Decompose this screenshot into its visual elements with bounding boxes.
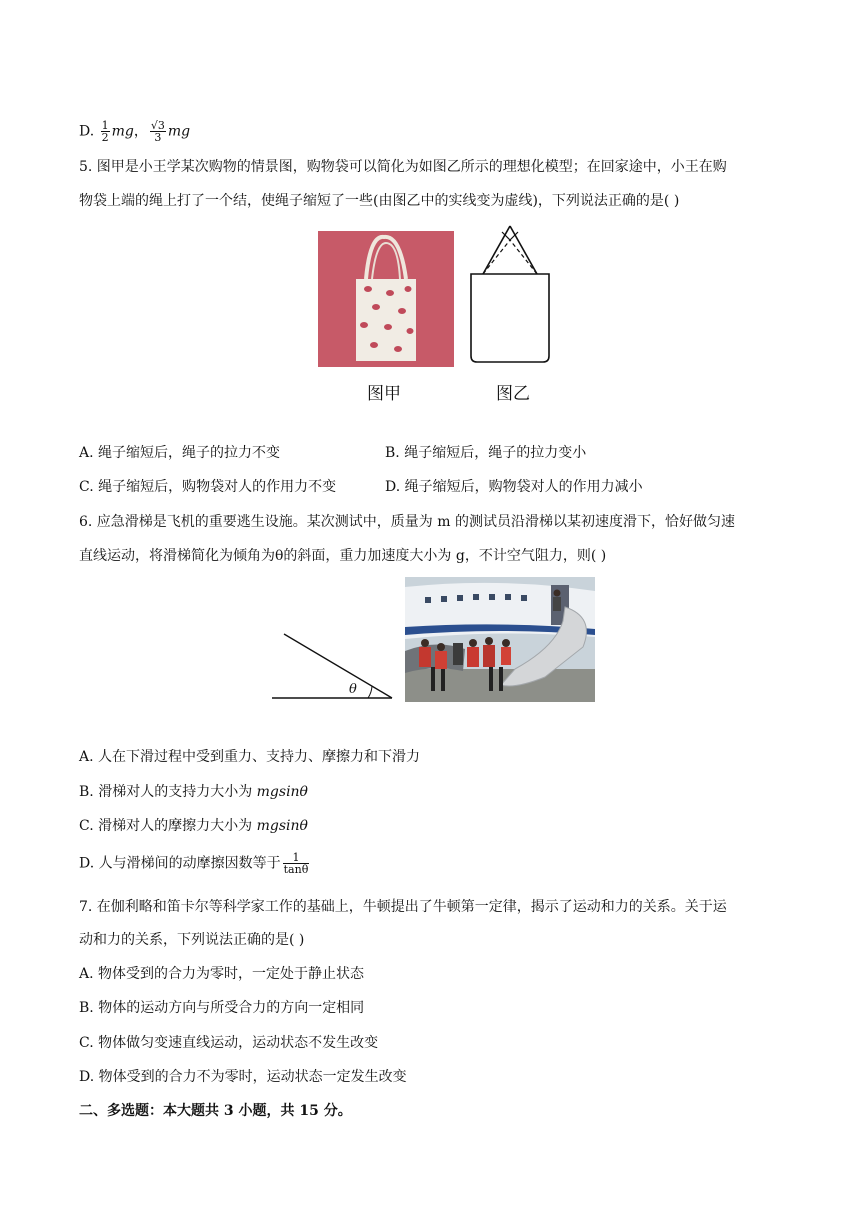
q6-option-d: D. 人与滑梯间的动摩擦因数等于 $\frac{1}{\tan\theta}$ xyxy=(79,851,309,876)
q5-option-b: B. 绳子缩短后，绳子的拉力变小 xyxy=(385,445,587,461)
incline-diagram xyxy=(268,626,398,704)
tote-bag-photo xyxy=(318,231,454,367)
q4-option-d: D. $\frac{1}{2}$ mg， $\frac{√3}{3}$ mg xyxy=(79,119,191,144)
q5-stem-line1: 5. 图甲是小王学某次购物的情景图，购物袋可以简化为如图乙所示的理想化模型；在回家途中，小王在购 xyxy=(79,159,727,175)
figure-a-caption: 图甲 xyxy=(367,384,401,404)
q7-option-c: C. 物体做匀变速直线运动，运动状态不发生改变 xyxy=(79,1035,379,1051)
section-heading-multiple-choice: 二、多选题：本大题共 3 小题，共 15 分。 xyxy=(79,1103,352,1119)
q5-option-c: C. 绳子缩短后，购物袋对人的作用力不变 xyxy=(79,479,337,495)
fraction-sqrt3-over-3: $\frac{√3}{3}$ xyxy=(150,119,165,144)
bag-model-diagram xyxy=(462,222,558,368)
q7-stem-line1: 7. 在伽利略和笛卡尔等科学家工作的基础上，牛顿提出了牛顿第一定律，揭示了运动和力的关系。关于运 xyxy=(79,899,727,915)
q6-option-a: A. 人在下滑过程中受到重力、支持力、摩擦力和下滑力 xyxy=(79,749,421,765)
q5-option-d: D. 绳子缩短后，购物袋对人的作用力减小 xyxy=(385,479,643,495)
theta-label: θ xyxy=(349,682,357,697)
q4-option-d-label: D. xyxy=(79,123,95,140)
q6-option-b: B. 滑梯对人的支持力大小为 mgsinθ xyxy=(79,784,308,800)
q6-stem-line1: 6. 应急滑梯是飞机的重要逃生设施。某次测试中，质量为 m 的测试员沿滑梯以某初速度滑下，恰好做匀速 xyxy=(79,514,735,530)
figure-b-caption: 图乙 xyxy=(496,384,530,404)
q5-option-a: A. 绳子缩短后，绳子的拉力不变 xyxy=(79,445,281,461)
q7-stem-line2: 动和力的关系，下列说法正确的是( ) xyxy=(79,932,305,948)
q7-option-b: B. 物体的运动方向与所受合力的方向一定相同 xyxy=(79,1000,365,1016)
q7-option-d: D. 物体受到的合力不为零时，运动状态一定发生改变 xyxy=(79,1069,407,1085)
q5-stem-line2: 物袋上端的绳上打了一个结，使绳子缩短了一些(由图乙中的实线变为虚线)，下列说法正确的是( ) xyxy=(79,193,680,209)
q7-option-a: A. 物体受到的合力为零时，一定处于静止状态 xyxy=(79,966,365,982)
evacuation-slide-photo xyxy=(405,577,595,702)
fraction-half: $\frac{1}{2}$ xyxy=(101,119,109,144)
q6-stem-line2: 直线运动，将滑梯简化为倾角为θ的斜面，重力加速度大小为 g，不计空气阻力，则( ) xyxy=(79,548,607,564)
q6-option-c: C. 滑梯对人的摩擦力大小为 mgsinθ xyxy=(79,818,308,834)
fraction-one-over-tan: $\frac{1}{\tan\theta}$ xyxy=(283,851,309,876)
